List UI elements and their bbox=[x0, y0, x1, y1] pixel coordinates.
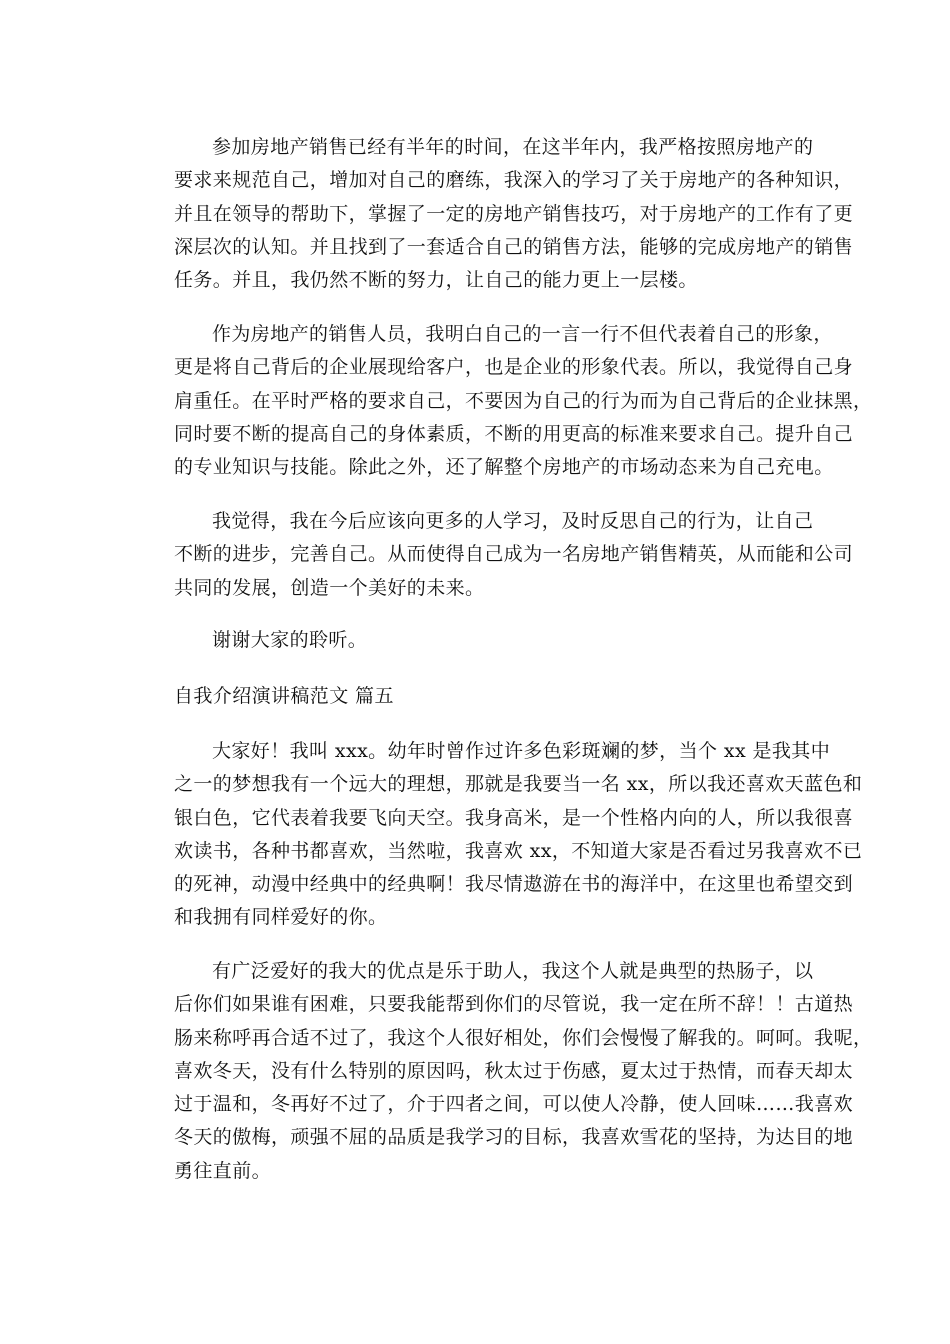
text-line: 银白色，它代表着我要飞向天空。我身高米，是一个性格内向的人，所以我很喜 bbox=[174, 806, 854, 829]
text-line: 和我拥有同样爱好的你。 bbox=[174, 906, 388, 929]
text-line: 更是将自己背后的企业展现给客户，也是企业的形象代表。所以，我觉得自己身 bbox=[174, 356, 854, 379]
text-line: 肩重任。在平时严格的要求自己，不要因为自己的行为而为自己背后的企业抹黑， bbox=[174, 389, 873, 412]
paragraph-sales-responsibility bbox=[174, 318, 873, 484]
text-line: 要求来规范自己，增加对自己的磨练，我深入的学习了关于房地产的各种知识， bbox=[174, 169, 854, 192]
text-line: 肠来称呼再合适不过了，我这个人很好相处，你们会慢慢了解我的。呵呵。我呢， bbox=[174, 1026, 873, 1049]
text-line: 参加房地产销售已经有半年的时间，在这半年内，我严格按照房地产的 bbox=[212, 136, 814, 158]
section-heading bbox=[174, 680, 808, 713]
paragraph-closing bbox=[174, 624, 808, 657]
text-line: 过于温和，冬再好不过了，介于四者之间，可以使人冷静，使人回味……我喜欢 bbox=[174, 1093, 854, 1116]
paragraph-hobbies bbox=[174, 955, 873, 1188]
text-line: 冬天的傲梅，顽强不屈的品质是我学习的目标，我喜欢雪花的坚持，为达目的地 bbox=[174, 1126, 854, 1149]
text-line: 有广泛爱好的我大的优点是乐于助人，我这个人就是典型的热肠子，以 bbox=[212, 960, 814, 982]
closing-line: 谢谢大家的聆听。 bbox=[212, 629, 368, 651]
paragraph-self-introduction bbox=[174, 735, 863, 935]
text-line: 共同的发展，创造一个美好的未来。 bbox=[174, 576, 485, 599]
text-line: 我觉得，我在今后应该向更多的人学习，及时反思自己的行为，让自己 bbox=[212, 510, 814, 532]
text-line: 欢读书，各种书都喜欢，当然啦，我喜欢 xx，不知道大家是否看过另我喜欢不已 bbox=[174, 839, 863, 862]
text-line: 作为房地产的销售人员，我明白自己的一言一行不但代表着自己的形象， bbox=[212, 323, 833, 345]
text-line: 同时要不断的提高自己的身体素质，不断的用更高的标准来要求自己。提升自己 bbox=[174, 422, 854, 445]
paragraph-future-learning bbox=[174, 505, 854, 605]
section-title: 自我介绍演讲稿范文 篇五 bbox=[174, 685, 394, 707]
paragraph-real-estate-experience bbox=[174, 131, 854, 297]
text-line: 的死神，动漫中经典中的经典啊！我尽情遨游在书的海洋中，在这里也希望交到 bbox=[174, 873, 854, 896]
text-line: 勇往直前。 bbox=[174, 1159, 272, 1182]
text-line: 后你们如果谁有困难，只要我能帮到你们的尽管说，我一定在所不辞！！古道热 bbox=[174, 993, 854, 1016]
text-line: 深层次的认知。并且找到了一套适合自己的销售方法，能够的完成房地产的销售 bbox=[174, 235, 854, 258]
text-line: 的专业知识与技能。除此之外，还了解整个房地产的市场动态来为自己充电。 bbox=[174, 456, 834, 479]
text-line: 大家好！我叫 xxx。幼年时曾作过许多色彩斑斓的梦，当个 xx 是我其中 bbox=[212, 740, 831, 762]
text-line: 并且在领导的帮助下，掌握了一定的房地产销售技巧，对于房地产的工作有了更 bbox=[174, 202, 854, 225]
text-line: 不断的进步，完善自己。从而使得自己成为一名房地产销售精英，从而能和公司 bbox=[174, 543, 854, 566]
text-line: 喜欢冬天，没有什么特别的原因吗，秋太过于伤感，夏太过于热情，而春天却太 bbox=[174, 1059, 854, 1082]
text-line: 任务。并且，我仍然不断的努力，让自己的能力更上一层楼。 bbox=[174, 269, 698, 292]
text-line: 之一的梦想我有一个远大的理想，那就是我要当一名 xx，所以我还喜欢天蓝色和 bbox=[174, 773, 863, 796]
